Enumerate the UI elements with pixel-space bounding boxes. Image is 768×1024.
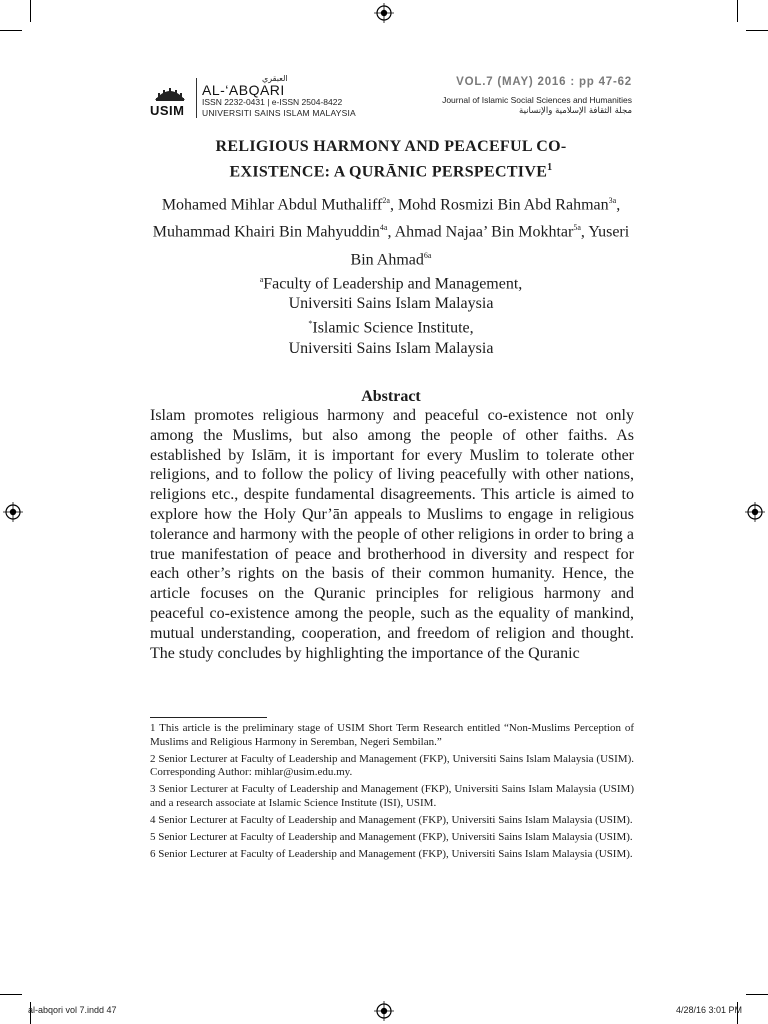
registration-mark-icon — [374, 3, 394, 23]
slug-filename: al-abqori vol 7.indd 47 — [28, 1005, 117, 1015]
crop-mark — [746, 30, 768, 31]
affiliation-a-text: Faculty of Leadership and Management, — [263, 275, 523, 293]
footnote: 6 Senior Lecturer at Faculty of Leadership and Management (FKP), Universiti Sains Islam Malaysia (USIM). — [150, 847, 633, 860]
affiliations — [150, 270, 632, 359]
crop-mark — [30, 0, 31, 22]
crop-mark — [0, 994, 22, 995]
author-name: Mohd Rosmizi Bin Abd Rahman — [397, 196, 609, 214]
title-line-2-text: EXISTENCE: A QURĀNIC PERSPECTIVE — [229, 163, 548, 181]
author-name: Ahmad Najaa’ Bin Mokhtar — [394, 223, 574, 241]
volume-info: VOL.7 (MAY) 2016 : pp 47-62 — [456, 76, 632, 88]
journal-subtitle-arabic: مجلة الثقافة الإسلامية والإنسانية — [519, 106, 632, 116]
usim-logo-text: USIM — [150, 103, 185, 118]
slug-datetime: 4/28/16 3:01 PM — [675, 1005, 742, 1015]
crop-mark — [737, 0, 738, 22]
abstract-body: Islam promotes religious harmony and peaceful co-existence not only among the Muslims, but also among the people of other faiths. As established by Islām, it is important for every Muslim to tolerate other religions, and to follow the policy of living peacefully with other nations, religions etc., despite fundamental disagreements. This article is aimed to explore how the Holy Qur’ān appeals to Muslims to engage in religious tolerance and harmony with the people of other religions in order to bring a true manifestation of peace and brotherhood in diversity and respect for each other’s rights on the basis of their common humanity. Hence, the article focuses on the Quranic principles for religious harmony and peaceful co-existence among the people, such as the equality of mankind, mutual understanding, cooperation, and freedom of religion and thought. The study concludes by highlighting the importance of the Quranic — [150, 407, 634, 662]
footnote: 2 Senior Lecturer at Faculty of Leadership and Management (FKP), Universiti Sains Islam Malaysia (USIM). Corresponding Author: mihlar@usim.edu.my. — [150, 752, 634, 779]
paper-title — [150, 136, 632, 182]
journal-name: AL-‘ABQARI — [202, 82, 285, 98]
registration-mark-icon — [374, 1001, 394, 1021]
footnote: 5 Senior Lecturer at Faculty of Leadership and Management (FKP), Universiti Sains Islam Malaysia (USIM). — [150, 830, 633, 843]
journal-name-arabic: العبقري — [262, 74, 288, 83]
author-mark: 2a — [382, 196, 390, 205]
author-mark: 3a — [608, 196, 617, 205]
author-name: Yuseri Bin Ahmad — [350, 223, 630, 268]
title-line-2 — [150, 157, 632, 182]
registration-mark-icon — [745, 502, 765, 522]
affiliation-b-line-1 — [150, 314, 632, 338]
title-footnote-mark: 1 — [547, 162, 553, 173]
footnote: 4 Senior Lecturer at Faculty of Leadership and Management (FKP), Universiti Sains Islam Malaysia (USIM). — [150, 813, 633, 826]
author-mark: 6a — [423, 250, 432, 260]
affiliation-b-text: Islamic Science Institute, — [312, 319, 474, 337]
footnote-rule — [150, 717, 267, 718]
registration-mark-icon — [3, 502, 23, 522]
author-name: Mohamed Mihlar Abdul Muthaliff — [161, 196, 383, 214]
issn: ISSN 2232-0431 | e-ISSN 2504-8422 — [202, 97, 343, 107]
header-divider — [196, 78, 197, 118]
affiliation-mark: * — [308, 319, 313, 329]
affiliation-a-line-1 — [150, 270, 632, 294]
author-mark: 4a — [379, 223, 388, 233]
author-name: Muhammad Khairi Bin Mahyuddin — [152, 223, 380, 241]
abstract-heading: Abstract — [361, 388, 421, 405]
affiliation-mark: a — [259, 275, 264, 284]
author-list: Mohamed Mihlar Abdul Muthaliff$^{2a}$, Mohd Rosmizi Bin Abd Rahman$^{3a}$, Muhammad Khairi Bin Mahyuddin$^{4a}$, Ahmad Najaa’ Bin Mokhtar$^{5a}$, Yuseri Bin Ahmad$^{6a}$ — [152, 196, 630, 268]
university-name: UNIVERSITI SAINS ISLAM MALAYSIA — [202, 108, 356, 118]
footnote: 1 This article is the preliminary stage of USIM Short Term Research entitled “Non-Muslims Perception of Muslims and Religious Harmony in Seremban, Negeri Sembilan.” — [150, 722, 634, 748]
affiliation-b-line-2: Universiti Sains Islam Malaysia — [288, 339, 494, 357]
footnotes — [150, 722, 634, 865]
affiliation-a-line-2: Universiti Sains Islam Malaysia — [288, 295, 494, 313]
footnote: 3 Senior Lecturer at Faculty of Leadership and Management (FKP), Universiti Sains Islam Malaysia (USIM) and a research associate at Islamic Science Institute (ISI), USIM. — [150, 783, 634, 809]
title-line-1: RELIGIOUS HARMONY AND PEACEFUL CO- — [215, 138, 567, 155]
crop-mark — [0, 30, 22, 31]
author-mark: 5a — [573, 223, 581, 233]
crop-mark — [746, 994, 768, 995]
journal-subtitle: Journal of Islamic Social Sciences and Humanities — [442, 95, 632, 105]
